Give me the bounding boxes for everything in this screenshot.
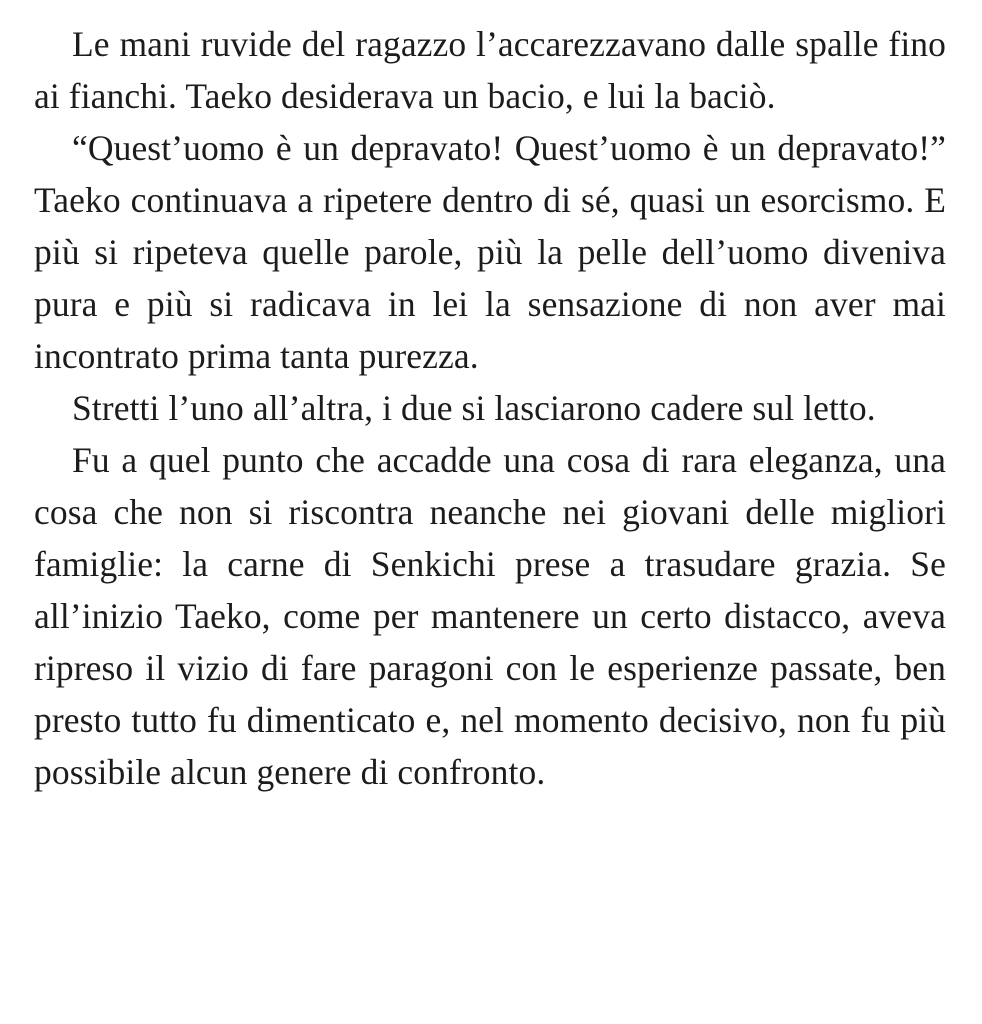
body-text-block bbox=[34, 18, 946, 798]
paragraph: Fu a quel punto che accadde una cosa di rara eleganza, una cosa che non si riscontra neanche nei giovani delle migliori famiglie: la carne di Senkichi prese a trasudare grazia. Se all’inizio Taeko, come per mantenere un certo distacco, aveva ripreso il vizio di fare paragoni con le esperienze passate, ben presto tutto fu dimenticato e, nel momento decisivo, non fu più possibile alcun genere di confronto. bbox=[34, 440, 946, 792]
paragraph: “Quest’uomo è un depravato! Quest’uomo è un depravato!” Taeko continuava a ripetere dentro di sé, quasi un esorcismo. E più si ripeteva quelle parole, più la pelle dell’uomo diveniva pura e più si radicava in lei la sensazione di non aver mai incontrato prima tanta purezza. bbox=[34, 128, 946, 376]
paragraph: Le mani ruvide del ragazzo l’accarezzavano dalle spalle fino ai fianchi. Taeko desiderava un bacio, e lui la baciò. bbox=[34, 24, 946, 116]
paragraph: Stretti l’uno all’altra, i due si lasciarono cadere sul letto. bbox=[72, 388, 876, 428]
